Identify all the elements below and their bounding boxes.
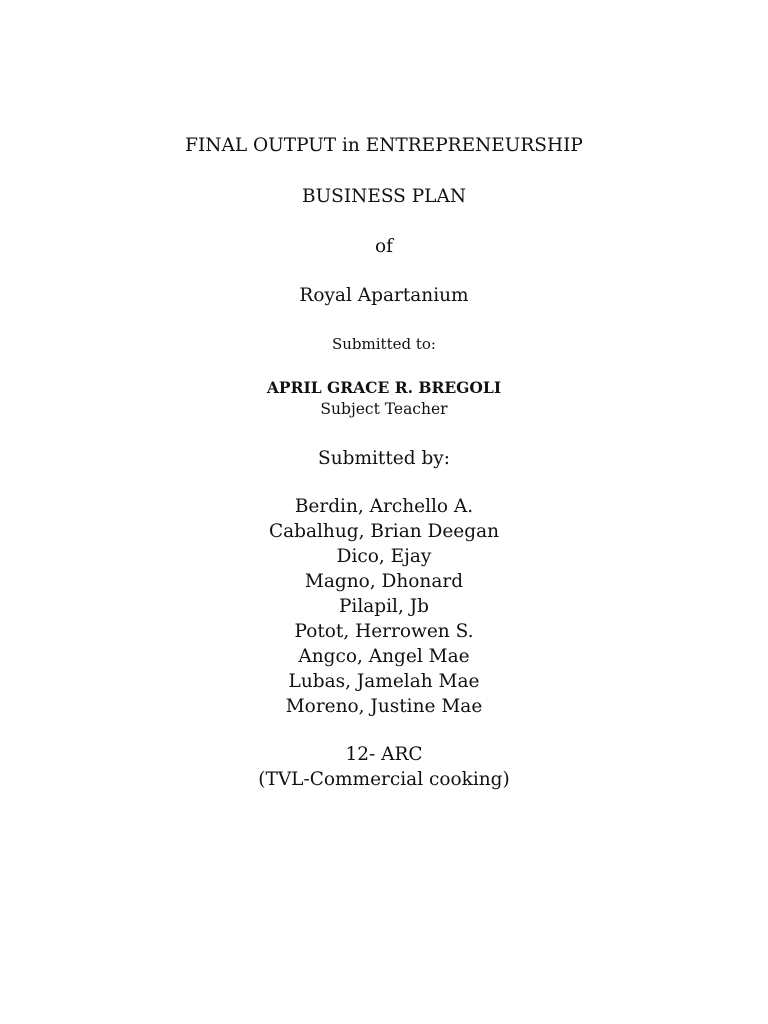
members-list xyxy=(0,494,768,719)
document-title: FINAL OUTPUT in ENTREPRENEURSHIP xyxy=(185,135,583,156)
submitted-by-label: Submitted by: xyxy=(318,448,450,469)
member-name: Berdin, Archello A. xyxy=(294,496,474,517)
of-label: of xyxy=(375,236,393,257)
submitted-to-label: Submitted to: xyxy=(332,335,436,353)
strand-label: (TVL-Commercial cooking) xyxy=(258,769,510,790)
member-name: Pilapil, Jb xyxy=(338,596,429,617)
business-name: Royal Apartanium xyxy=(299,285,469,306)
teacher-name: APRIL GRACE R. BREGOLI xyxy=(266,378,502,397)
member-name: Cabalhug, Brian Deegan xyxy=(268,521,500,542)
member-name: Lubas, Jamelah Mae xyxy=(288,671,480,692)
member-name: Moreno, Justine Mae xyxy=(285,696,483,717)
section-label: 12- ARC xyxy=(345,744,423,765)
member-name: Angco, Angel Mae xyxy=(298,646,470,667)
member-name: Magno, Dhonard xyxy=(304,571,464,592)
member-name: Dico, Ejay xyxy=(336,546,432,567)
document-subtitle: BUSINESS PLAN xyxy=(301,186,467,207)
member-name: Potot, Herrowen S. xyxy=(294,621,474,642)
teacher-role: Subject Teacher xyxy=(320,400,448,418)
